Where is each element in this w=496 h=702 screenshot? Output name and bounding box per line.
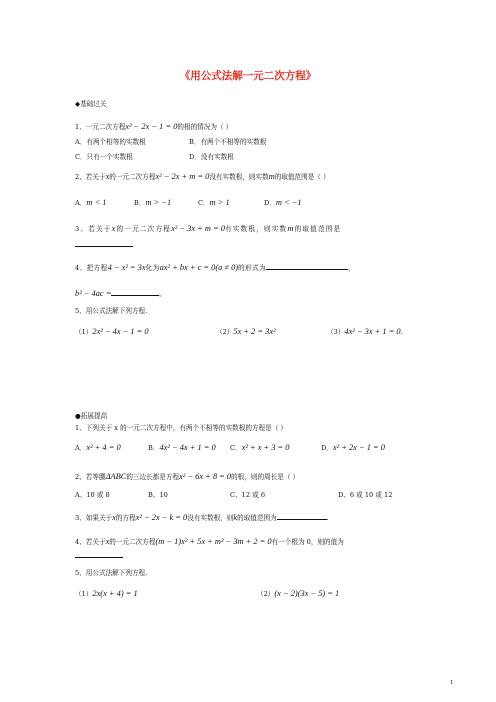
q2-option-c-label: C．: [198, 199, 210, 207]
ext-q3-mid2: 没有实数根，则: [187, 514, 234, 522]
q4-comma: ，: [348, 264, 356, 272]
page-title: 《用公式法解一元二次方程》: [179, 70, 317, 82]
answer-line: [277, 512, 327, 520]
ext-q3-prefix: 3、如果关于: [75, 514, 113, 522]
question-2: [75, 172, 330, 182]
ext-q2-mid: 的三边长都是方程: [126, 473, 180, 481]
q5-part-2-equation: 5x + 2 = 3x²: [233, 327, 276, 336]
ext-q4-equation: (m − 1)x² + 5x + m² − 3m + 2 = 0: [155, 537, 272, 546]
q2-var-x: x: [105, 172, 110, 181]
q2-mid2: 没有实数根，则实数: [209, 173, 269, 181]
q4-prefix: 4、把方程: [75, 264, 108, 272]
ext-q5-part-2-equation: (x − 2)(3x − 5) = 1: [274, 589, 340, 598]
q4-suffix: 的形式为: [238, 264, 267, 272]
q3-equation: x² − 3x + m = 0: [171, 224, 225, 233]
ext-q3-var-k: k: [233, 513, 238, 522]
ext-q5-part-2-label: （2）: [257, 590, 275, 598]
ext-q1-option-a-label: A．: [75, 444, 87, 452]
q2-prefix: 2、若关于: [75, 173, 106, 181]
section-heading-basic: ◆基础过关: [75, 100, 107, 108]
ext-q3-var-x: x: [112, 513, 116, 522]
q4-mid: 化为: [145, 264, 160, 272]
q2-option-a-value: m < 1: [86, 198, 107, 207]
q1-equation: x² − 2x − 1 = 0: [125, 122, 178, 131]
ext-q1-option-c-label: C．: [230, 444, 242, 452]
ext-q5-part-1-equation: 2x(x + 4) = 1: [92, 589, 138, 598]
q3-suffix: 的取值范围是: [294, 225, 342, 233]
ext-q1-option-b-equation: 4x² − 4x + 1 = 0: [159, 443, 216, 452]
ext-question-4: [75, 537, 344, 547]
q2-option-d: [264, 198, 302, 208]
q4-equation: 4 − x² = 3x: [107, 263, 146, 272]
q2-option-c-value: m > 1: [209, 198, 230, 207]
q2-option-b-label: B．: [134, 199, 146, 207]
ext-q4-answer-blank: [75, 550, 123, 561]
q5-part-3-end: .: [400, 328, 403, 336]
answer-line: [266, 262, 348, 270]
q2-suffix: 的取值范围是（ ）: [274, 173, 330, 181]
q4-end: 。: [159, 290, 166, 298]
ext-q2-option-c: C、12 或 6: [230, 491, 266, 499]
ext-q1-option-b-label: B．: [148, 444, 160, 452]
ext-q1-option-c-equation: x² + x + 3 = 0: [241, 443, 290, 452]
ext-q1-option-a-equation: x² + 4 = 0: [86, 443, 121, 452]
q5-part-2-label: （2）: [216, 328, 234, 336]
ext-question-3: 3、如果关于x的方程x² − 2x − k = 0没有实数根，则k的取值范围为 .: [75, 513, 329, 522]
q1-suffix: 的根的情况为（ ）: [177, 123, 233, 131]
q2-option-c: [198, 198, 230, 208]
q2-option-d-value: m < −1: [275, 198, 302, 207]
ext-q1-option-a: [75, 443, 121, 453]
ext-q2-option-d: D、6 或 10 或 12: [338, 491, 393, 499]
section-heading-extension: ●拓展提高: [75, 412, 108, 420]
ext-q3-mid: 的方程: [115, 514, 136, 522]
ext-q4-var-x: x: [105, 537, 110, 546]
ext-q5-part-1-label: （1）: [75, 590, 93, 598]
ext-q3-equation: x² − 2x − k = 0: [135, 513, 188, 522]
ext-q1-option-d: [321, 443, 385, 453]
q3-mid: 的一元二次方程: [116, 225, 172, 233]
q1-option-c: C．只有一个实数根: [75, 153, 133, 161]
q3-var-x: x: [111, 224, 117, 233]
q4-line2: [75, 288, 166, 299]
ext-q2-suffix: 的根，则的周长是（ ）: [231, 473, 300, 481]
question-3: [75, 224, 341, 234]
answer-line: [111, 288, 159, 296]
q3-var-m: m: [287, 224, 295, 233]
q1-option-d: D．没有实数根: [189, 153, 234, 161]
ext-q2-triangle: ΔABC: [105, 472, 127, 481]
ext-q1-option-c: [230, 443, 289, 453]
q3-mid2: 有实数根，则实数: [224, 225, 288, 233]
ext-q2-prefix: 2、若等腰: [75, 473, 106, 481]
ext-q2-equation: x² − 6x + 8 = 0: [179, 472, 232, 481]
ext-q3-suffix: 的取值范围为: [237, 514, 277, 522]
page-number: 1: [450, 680, 454, 686]
q2-option-a-label: A．: [75, 199, 87, 207]
ext-q4-suffix: 有一个根为 0，则的值为: [271, 538, 344, 546]
ext-q1-option-d-equation: x² + 2x − 1 = 0: [332, 443, 385, 452]
q2-var-m: m: [268, 172, 275, 181]
q5-part-2: [216, 327, 276, 337]
q5-part-3-label: （3）: [327, 328, 345, 336]
q3-prefix: 3、若关于: [75, 225, 112, 233]
answer-line: [75, 239, 133, 247]
ext-q4-prefix: 4、若关于: [75, 538, 106, 546]
question-5: 5、用公式法解下列方程.: [75, 307, 148, 315]
ext-q5-part-1: [75, 589, 138, 599]
q2-equation: x² − 2x + m = 0: [155, 172, 210, 181]
question-1: [75, 122, 232, 132]
q4-discriminant: b² − 4ac =: [75, 289, 112, 298]
ext-question-2: [75, 472, 299, 482]
ext-q2-option-a: A、10 或 8: [75, 491, 110, 499]
answer-line: [75, 550, 123, 558]
ext-question-5: 5、用公式法解下列方程.: [75, 569, 148, 577]
q1-prefix: 1、一元二次方程: [75, 123, 126, 131]
ext-q2-option-b: B、10: [148, 491, 168, 499]
q2-option-d-label: D．: [264, 199, 276, 207]
ext-question-1: 1、下列关于 x 的一元二次方程中，有两个不相等的实数根的方程是（ ）: [75, 424, 288, 432]
q5-part-1: [75, 327, 149, 337]
question-4: [75, 262, 355, 273]
q2-mid: 的一元二次方程: [109, 173, 156, 181]
q2-option-a: [75, 198, 106, 208]
q2-option-b: [134, 198, 171, 208]
ext-q1-option-d-label: D．: [321, 444, 333, 452]
q5-part-3-equation: 4x² − 3x + 1 = 0: [344, 327, 401, 336]
ext-q1-option-b: [148, 443, 216, 453]
q2-option-b-value: m > −1: [145, 198, 172, 207]
q5-part-3: [327, 327, 403, 337]
ext-q4-mid: 的一元二次方程: [109, 538, 156, 546]
q3-answer-blank: [75, 239, 133, 250]
q1-option-a: A．有两个相等的实数根: [75, 138, 146, 146]
ext-q5-part-2: [257, 589, 339, 599]
q5-part-1-equation: 2x² − 4x − 1 = 0: [92, 327, 149, 336]
q5-part-1-label: （1）: [75, 328, 93, 336]
q4-general-form: ax² + bx + c = 0(a ≠ 0): [159, 263, 239, 272]
q1-option-b: B．有两个不相等的实数根: [189, 138, 267, 146]
